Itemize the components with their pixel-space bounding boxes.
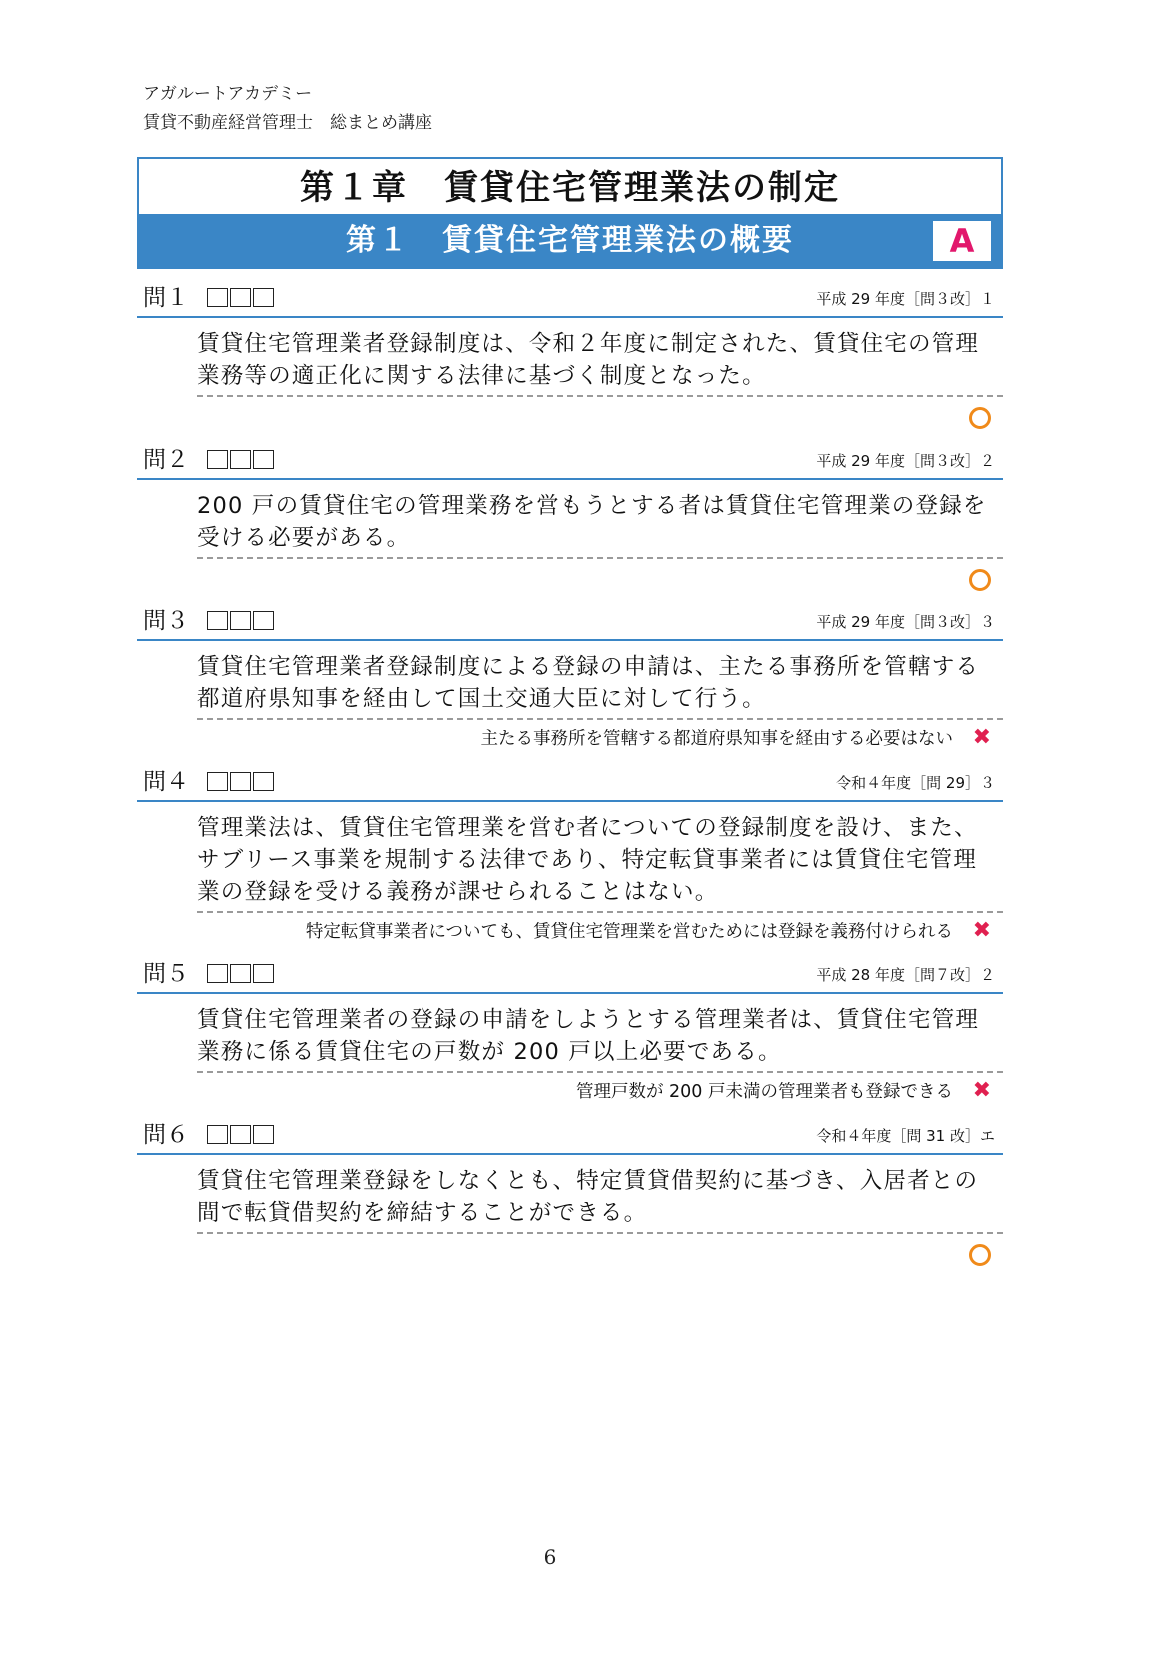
- page-number: 6: [543, 1545, 557, 1569]
- question-header: [137, 958, 1003, 994]
- check-boxes: [207, 964, 274, 983]
- incorrect-cross-icon: ✖: [972, 1078, 991, 1103]
- check-boxes: [207, 1125, 274, 1144]
- question-body: 管理業法は、賃貸住宅管理業を営む者についての登録制度を設け、また、 サブリース事業を規制する法律であり、特定転貸事業者には賃貸住宅管理 業の登録を受ける義務が課せられることはない。: [197, 812, 1003, 913]
- checkbox[interactable]: [253, 288, 274, 307]
- question-body: 賃貸住宅管理業者登録制度は、令和２年度に制定された、賃貸住宅の管理 業務等の適正化に関する法律に基づく制度となった。: [197, 328, 1003, 397]
- question-header: [137, 444, 1003, 480]
- checkbox[interactable]: [230, 450, 251, 469]
- answer-row: [137, 559, 1003, 597]
- document-header: [143, 80, 432, 138]
- checkbox[interactable]: [230, 288, 251, 307]
- check-boxes: [207, 288, 274, 307]
- question-number: 問６: [143, 1122, 189, 1148]
- question-source: 平成 29 年度［問３改］２: [816, 452, 995, 470]
- question-number: 問３: [143, 608, 189, 634]
- question-header: [137, 605, 1003, 641]
- chapter-title: 第１章 賃貸住宅管理業法の制定: [300, 168, 840, 208]
- check-boxes: [207, 450, 274, 469]
- answer-row: [137, 397, 1003, 435]
- checkbox[interactable]: [207, 1125, 228, 1144]
- checkbox[interactable]: [207, 611, 228, 630]
- checkbox[interactable]: [207, 450, 228, 469]
- question-source: 令和４年度［問 29］３: [836, 774, 995, 792]
- answer-explanation: 主たる事務所を管轄する都道府県知事を経由する必要はない: [480, 729, 953, 749]
- question-6: [137, 1119, 1003, 1272]
- question-body: 賃貸住宅管理業者登録制度による登録の申請は、主たる事務所を管轄する 都道府県知事を経由して国土交通大臣に対して行う。: [197, 651, 1003, 720]
- answer-explanation: 特定転貸事業者についても、賃貸住宅管理業を営むためには登録を義務付けられる: [305, 922, 953, 942]
- answer-row: [137, 913, 1003, 951]
- question-header: [137, 282, 1003, 318]
- correct-circle-icon: [969, 407, 991, 429]
- question-body: 賃貸住宅管理業者の登録の申請をしようとする管理業者は、賃貸住宅管理 業務に係る賃貸住宅の戸数が 200 戸以上必要である。: [197, 1004, 1003, 1073]
- question-number: 問４: [143, 769, 189, 795]
- checkbox[interactable]: [207, 964, 228, 983]
- checkbox[interactable]: [207, 772, 228, 791]
- question-2: [137, 444, 1003, 597]
- checkbox[interactable]: [230, 964, 251, 983]
- check-boxes: [207, 611, 274, 630]
- question-5: [137, 958, 1003, 1111]
- checkbox[interactable]: [230, 772, 251, 791]
- checkbox[interactable]: [207, 288, 228, 307]
- question-body: 200 戸の賃貸住宅の管理業務を営もうとする者は賃貸住宅管理業の登録を 受ける必要がある。: [197, 490, 1003, 559]
- answer-row: [137, 720, 1003, 758]
- checkbox[interactable]: [253, 1125, 274, 1144]
- answer-row: [137, 1234, 1003, 1272]
- question-3: [137, 605, 1003, 758]
- header-academy: アガルートアカデミー: [143, 84, 313, 104]
- question-4: [137, 766, 1003, 951]
- question-source: 平成 28 年度［問７改］２: [816, 966, 995, 984]
- checkbox[interactable]: [253, 611, 274, 630]
- question-source: 令和４年度［問 31 改］エ: [816, 1127, 995, 1145]
- question-number: 問２: [143, 447, 189, 473]
- correct-circle-icon: [969, 569, 991, 591]
- incorrect-cross-icon: ✖: [972, 918, 991, 943]
- checkbox[interactable]: [230, 611, 251, 630]
- question-source: 平成 29 年度［問３改］３: [816, 613, 995, 631]
- header-course: 賃貸不動産経営管理士 総まとめ講座: [143, 113, 432, 133]
- answer-row: [137, 1073, 1003, 1111]
- question-number: 問５: [143, 961, 189, 987]
- question-header: [137, 1119, 1003, 1155]
- title-box: [137, 157, 1003, 269]
- question-header: [137, 766, 1003, 802]
- checkbox[interactable]: [253, 450, 274, 469]
- incorrect-cross-icon: ✖: [972, 725, 991, 750]
- checkbox[interactable]: [253, 772, 274, 791]
- checkbox[interactable]: [253, 964, 274, 983]
- checkbox[interactable]: [230, 1125, 251, 1144]
- question-body: 賃貸住宅管理業登録をしなくとも、特定賃貸借契約に基づき、入居者との 間で転貸借契約を締結することができる。: [197, 1165, 1003, 1234]
- question-1: [137, 282, 1003, 435]
- check-boxes: [207, 772, 274, 791]
- correct-circle-icon: [969, 1244, 991, 1266]
- question-number: 問１: [143, 285, 189, 311]
- rank-badge: A: [933, 221, 991, 261]
- answer-explanation: 管理戸数が 200 戸未満の管理業者も登録できる: [575, 1082, 953, 1102]
- section-title: 第１ 賃貸住宅管理業法の概要: [346, 223, 794, 258]
- question-source: 平成 29 年度［問３改］１: [816, 290, 995, 308]
- section-band: [139, 214, 1001, 267]
